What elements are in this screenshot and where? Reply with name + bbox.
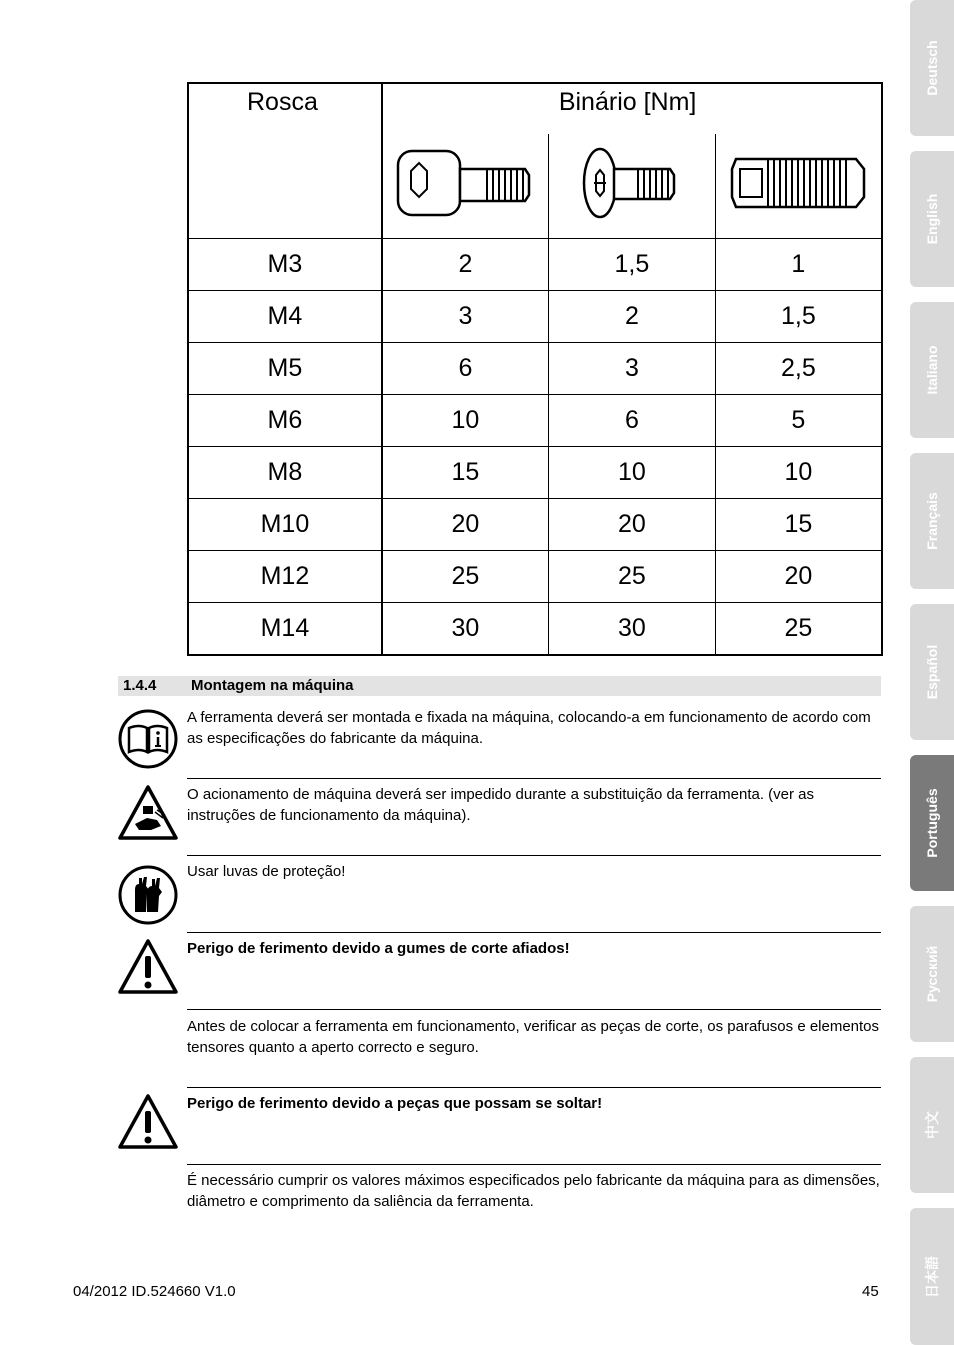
warning-text: Perigo de ferimento devido a gumes de corte afiados! (187, 940, 570, 957)
table-cell: M5 (188, 343, 382, 395)
table-cell: M10 (188, 499, 382, 551)
divider (187, 1087, 881, 1088)
table-cell: 3 (382, 291, 549, 343)
footer-doc-id: 04/2012 ID.524660 V1.0 (73, 1283, 236, 1300)
countersunk-screw-image (549, 134, 716, 239)
header-torque: Binário [Nm] (382, 83, 882, 134)
table-cell: 25 (715, 603, 882, 656)
table-cell: 20 (549, 499, 716, 551)
table-row (188, 447, 882, 499)
table-cell: 30 (549, 603, 716, 656)
table-cell: 2,5 (715, 343, 882, 395)
lang-tab-label: Deutsch (924, 40, 940, 96)
divider (187, 932, 881, 933)
table-cell: M14 (188, 603, 382, 656)
socket-head-screw-image (382, 134, 549, 239)
gloves-icon (117, 864, 179, 926)
paragraph: Antes de colocar a ferramenta em funcionamento, verificar as peças de corte, os parafusos e elementos tensores quanto a aperto correcto e seguro. (187, 1018, 880, 1056)
table-cell: 1 (715, 239, 882, 291)
header-thread: Rosca (188, 83, 382, 239)
table-row (188, 603, 882, 656)
table-cell: M12 (188, 551, 382, 603)
paragraph: O acionamento de máquina deverá ser impedido durante a substituição da ferramenta. (ver as instruções de funcionamento da máquina). (187, 786, 815, 824)
manual-read-icon (117, 708, 179, 770)
table-cell: M8 (188, 447, 382, 499)
table-cell: 10 (549, 447, 716, 499)
table-cell: 20 (382, 499, 549, 551)
lang-tab-chinese[interactable] (910, 1057, 954, 1193)
table-row (188, 499, 882, 551)
torque-table (187, 82, 883, 656)
table-cell: 2 (549, 291, 716, 343)
paragraph: A ferramenta deverá ser montada e fixada na máquina, colocando-a em funcionamento de acordo com as especificações do fabricante da máquina. (187, 709, 871, 747)
lang-tab-label: 中文 (924, 1111, 940, 1139)
paragraph: É necessário cumprir os valores máximos especificados pelo fabricante da máquina para as dimensões, diâmetro e comprimento da saliência da ferramenta. (187, 1172, 880, 1210)
table-row (188, 551, 882, 603)
table-cell: 1,5 (715, 291, 882, 343)
table-cell: M3 (188, 239, 382, 291)
lang-tab-russian[interactable] (910, 906, 954, 1042)
warning-triangle-icon (117, 938, 179, 1000)
table-cell: 10 (715, 447, 882, 499)
section-header (118, 676, 881, 696)
lang-tab-espanol[interactable] (910, 604, 954, 740)
divider (187, 778, 881, 779)
lang-tab-label: Italiano (924, 345, 940, 395)
lang-tab-label: Español (924, 644, 940, 700)
page-number: 45 (862, 1283, 879, 1300)
table-cell: M6 (188, 395, 382, 447)
table-cell: 6 (549, 395, 716, 447)
lang-tab-label: English (924, 193, 940, 245)
lang-tab-francais[interactable] (910, 453, 954, 589)
section-title: Montagem na máquina (191, 677, 354, 694)
table-row (188, 291, 882, 343)
table-cell: 25 (382, 551, 549, 603)
paragraph: Usar luvas de proteção! (187, 863, 346, 880)
table-cell: 1,5 (549, 239, 716, 291)
lang-tab-label: 日本語 (924, 1255, 940, 1298)
table-cell: 3 (549, 343, 716, 395)
table-cell: 30 (382, 603, 549, 656)
table-cell: 15 (715, 499, 882, 551)
table-cell: 25 (549, 551, 716, 603)
table-cell: M4 (188, 291, 382, 343)
table-cell: 10 (382, 395, 549, 447)
table-row (188, 343, 882, 395)
warning-triangle-icon (117, 1093, 179, 1155)
table-cell: 6 (382, 343, 549, 395)
set-screw-image (715, 134, 882, 239)
lang-tab-label: Français (924, 492, 940, 550)
lang-tab-deutsch[interactable] (910, 0, 954, 136)
table-row (188, 395, 882, 447)
divider (187, 1164, 881, 1165)
table-cell: 20 (715, 551, 882, 603)
lang-tab-label: Русский (924, 945, 940, 1003)
table-row (188, 239, 882, 291)
hand-crush-warning-icon (117, 784, 179, 846)
lang-tab-portugues[interactable] (910, 755, 954, 891)
table-cell: 2 (382, 239, 549, 291)
table-cell: 15 (382, 447, 549, 499)
lang-tab-italiano[interactable] (910, 302, 954, 438)
table-cell: 5 (715, 395, 882, 447)
lang-tab-japanese[interactable] (910, 1208, 954, 1345)
divider (187, 855, 881, 856)
divider (187, 1009, 881, 1010)
lang-tab-english[interactable] (910, 151, 954, 287)
lang-tab-label: Português (924, 788, 940, 858)
warning-text: Perigo de ferimento devido a peças que possam se soltar! (187, 1095, 603, 1112)
section-number: 1.4.4 (123, 677, 157, 694)
